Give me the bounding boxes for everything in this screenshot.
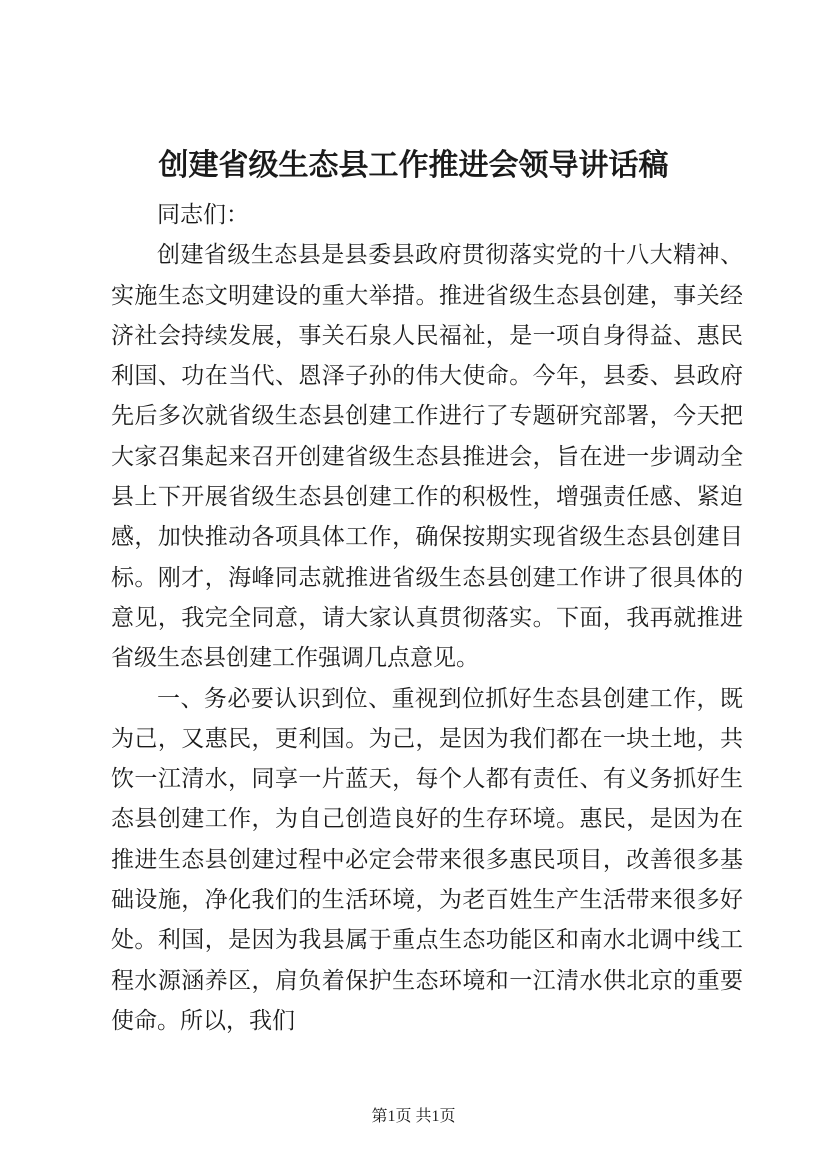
paragraph-2: 一、务必要认识到位、重视到位抓好生态县创建工作，既为己，又惠民，更利国。为己，是因为我们都在一块土地，共饮一江清水，同享一片蓝天，每个人都有责任、有义务抓好生态县创建工作，为自己创造良好的生存环境。惠民，是因为在推进生态县创建过程中必定会带来很多惠民项目，改善很多基础设施，净化我们的生活环境，为老百姓生产生活带来很多好处。利国，是因为我县属于重点生态功能区和南水北调中线工程水源涵养区，肩负着保护生态环境和一江清水供北京的重要使命。所以，我们 [111, 685, 743, 1034]
document-body [111, 195, 743, 1041]
paragraph-1: 创建省级生态县是县委县政府贯彻落实党的十八大精神、实施生态文明建设的重大举措。推进省级生态县创建，事关经济社会持续发展，事关石泉人民福祉，是一项自身得益、惠民利国、功在当代、恩泽子孙的伟大使命。今年，县委、县政府先后多次就省级生态县创建工作进行了专题研究部署，今天把大家召集起来召开创建省级生态县推进会，旨在进一步调动全县上下开展省级生态县创建工作的积极性，增强责任感、紧迫感，加快推动各项具体工作，确保按期实现省级生态县创建目标。刚才，海峰同志就推进省级生态县创建工作讲了很具体的意见，我完全同意，请大家认真贯彻落实。下面，我再就推进省级生态县创建工作强调几点意见。 [111, 242, 743, 672]
document-title: 创建省级生态县工作推进会领导讲话稿 [158, 148, 669, 183]
page-footer: 第1页 共1页 [371, 1108, 456, 1125]
salutation: 同志们： [157, 202, 249, 228]
